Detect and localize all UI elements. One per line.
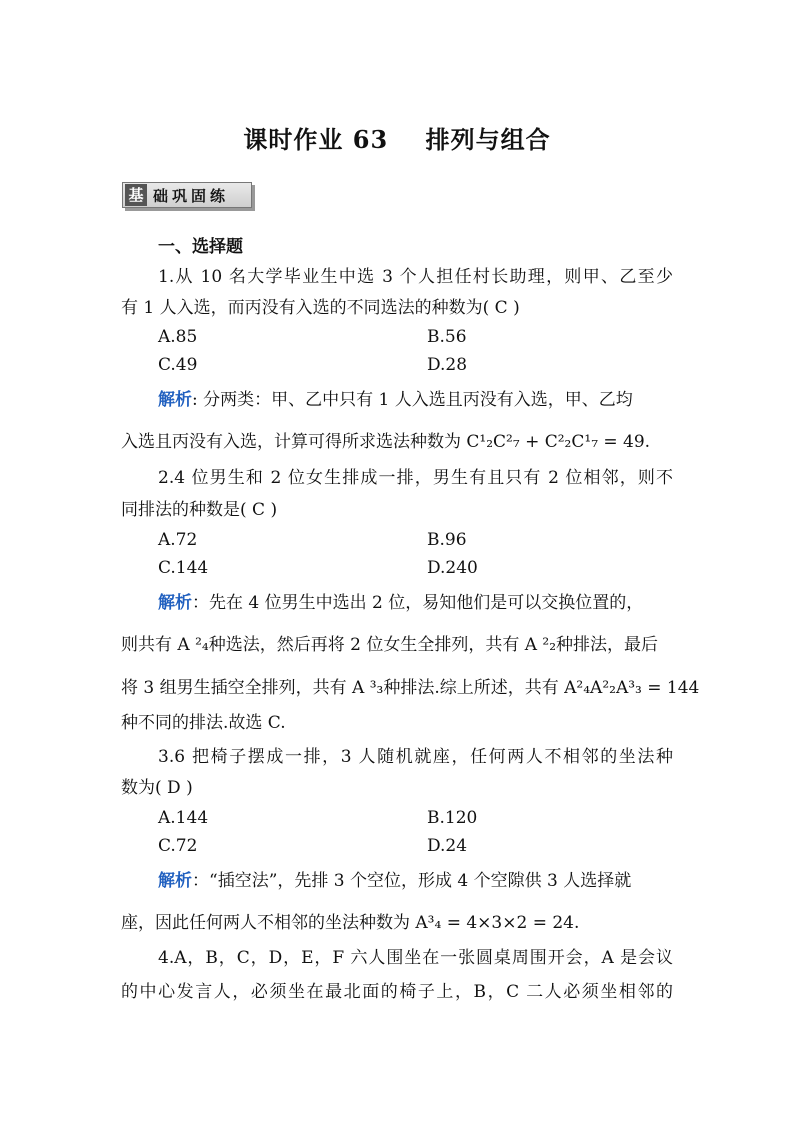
q2-solution-line-4: 种不同的排法.故选 C. (121, 713, 286, 733)
question-1-line-2: 有 1 人入选，而丙没有入选的不同选法的种数为( C ) (121, 298, 520, 318)
q3-option-b: B.120 (427, 808, 478, 828)
question-3-line-1: 3.6 把椅子摆成一排，3 人随机就座，任何两人不相邻的坐法种 (158, 747, 673, 767)
q1-solution-line-2: 入选且丙没有入选，计算可得所求选法种数为 C¹₂C²₇ + C²₂C¹₇ = 49. (121, 432, 651, 452)
section-heading: 一、选择题 (158, 237, 243, 257)
q2-solution-line-2: 则共有 A ²₄种选法，然后再将 2 位女生全排列，共有 A ²₂种排法，最后 (121, 635, 659, 655)
q2-option-d: D.240 (427, 558, 478, 578)
q1-solution-line-1: 解析: 分两类：甲、乙中只有 1 人入选且丙没有入选，甲、乙均 (158, 390, 633, 410)
q3-option-c: C.72 (158, 836, 198, 856)
q1-option-c: C.49 (158, 355, 198, 375)
q2-option-c: C.144 (158, 558, 209, 578)
q1-option-a: A.85 (158, 327, 198, 347)
question-1-line-1: 1.从 10 名大学毕业生中选 3 个人担任村长助理，则甲、乙至少 (158, 267, 673, 287)
page-title: 课时作业 63 排列与组合 (243, 125, 551, 154)
q3-option-a: A.144 (158, 808, 209, 828)
q1-option-d: D.28 (427, 355, 468, 375)
q3-option-d: D.24 (427, 836, 468, 856)
q3-solution-line-1: 解析：“插空法”，先排 3 个空位，形成 4 个空隙供 3 人选择就 (158, 871, 632, 891)
solution-label: 解析 (158, 390, 192, 410)
section-banner-text: 础巩固练 (153, 186, 230, 205)
question-2-line-2: 同排法的种数是( C ) (121, 500, 278, 520)
section-banner (122, 182, 252, 208)
q2-solution-line-3: 将 3 组男生插空全排列，共有 A ³₃种排法.综上所述，共有 A²₄A²₂A³₃ = 144 (121, 678, 700, 698)
q3-solution-line-2: 座，因此任何两人不相邻的坐法种数为 A³₄ = 4×3×2 = 24. (121, 913, 580, 933)
q2-option-b: B.96 (427, 530, 467, 550)
q2-solution-line-1: 解析：先在 4 位男生中选出 2 位，易知他们是可以交换位置的， (158, 593, 644, 613)
q2-option-a: A.72 (158, 530, 198, 550)
question-2-line-1: 2.4 位男生和 2 位女生排成一排，男生有且只有 2 位相邻，则不 (158, 468, 673, 488)
solution-label: 解析 (158, 871, 192, 891)
section-badge: 基 (125, 184, 147, 206)
q1-option-b: B.56 (427, 327, 467, 347)
question-4-line-2: 的中心发言人，必须坐在最北面的椅子上，B，C 二人必须坐相邻的 (121, 982, 673, 1002)
question-3-line-2: 数为( D ) (121, 778, 193, 798)
question-4-line-1: 4.A，B，C，D，E，F 六人围坐在一张圆桌周围开会，A 是会议 (158, 948, 673, 968)
solution-label: 解析 (158, 593, 192, 613)
